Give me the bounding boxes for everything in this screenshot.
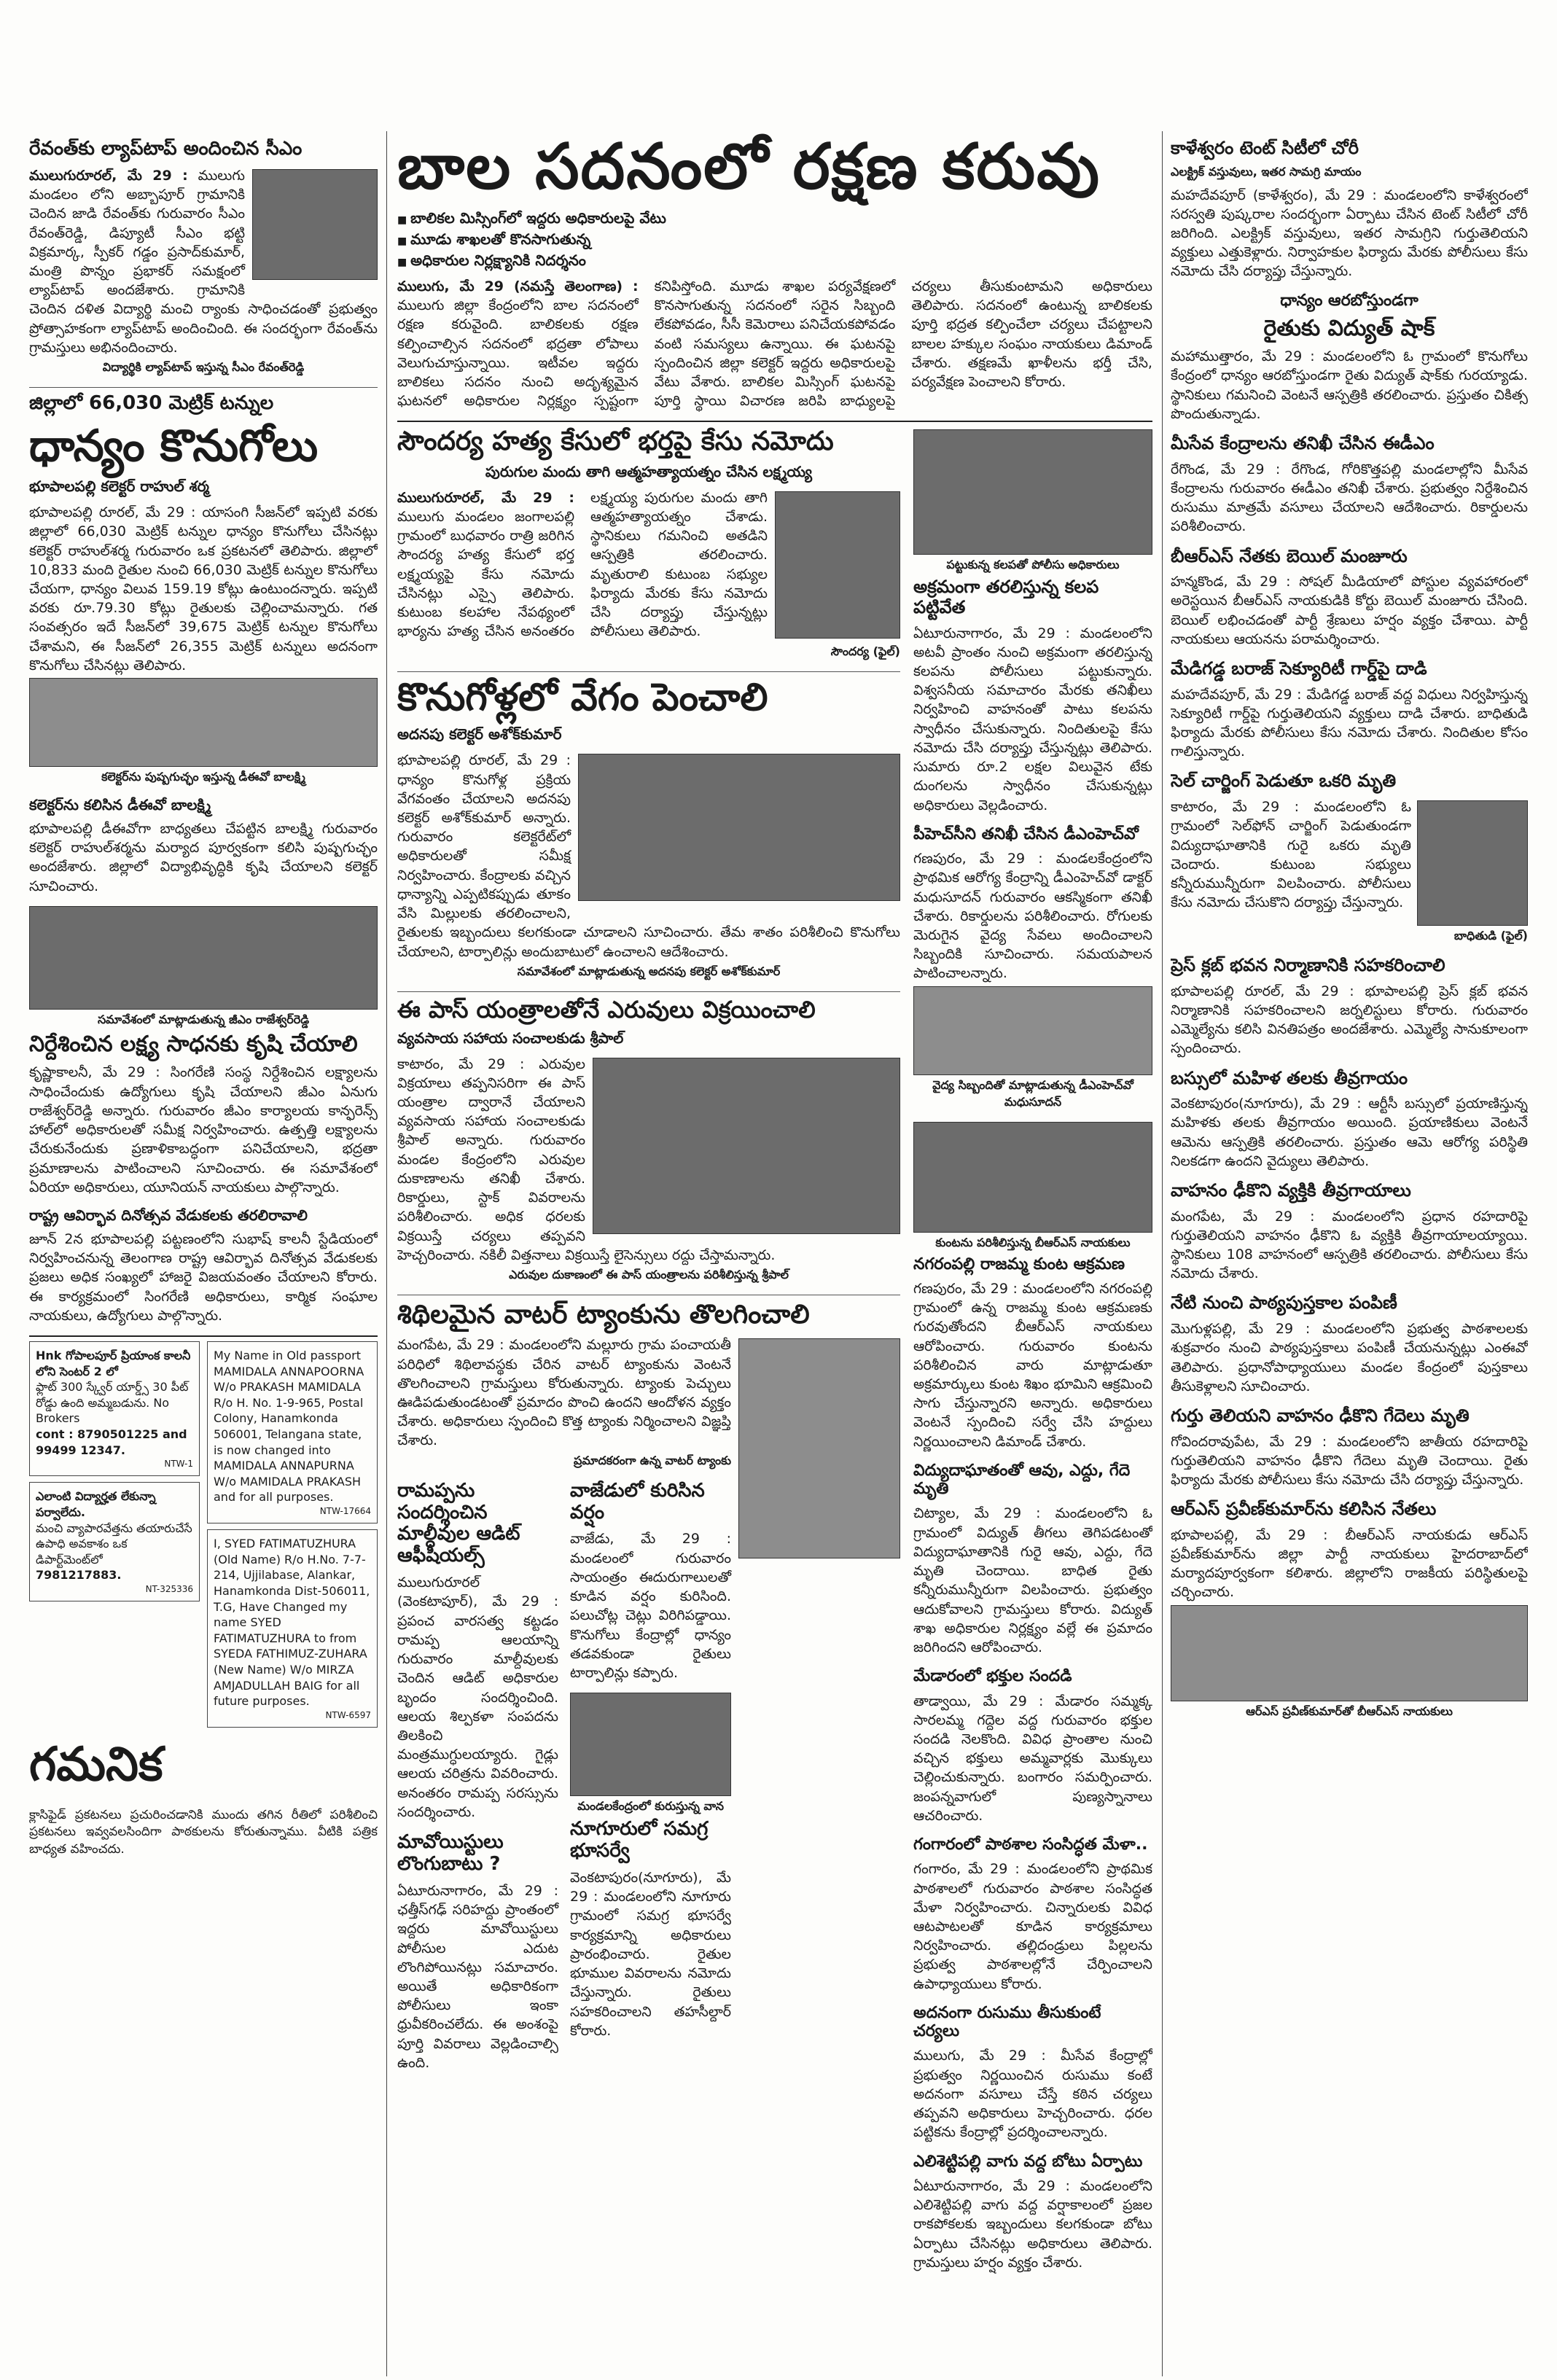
article-body: ములుగు మండలం జంగాలపల్లి గ్రామంలో బుధవారం రాత్రి జరిగిన సౌందర్య హత్య కేసులో భర్త లక్ష్మయ్యపై కేసు నమోదు చేసినట్లు ఎస్సై తెలిపారు. కుటుంబ కలహాల నేపథ్యంలో భార్యను హత్య చేసిన అనంతరం లక్ష్మయ్య పురుగుల మందు తాగి ఆత్మహత్యాయత్నం చేశాడు. స్థానికులు గమనించి అతడిని ఆస్పత్రికి తరలించారు. మృతురాలి కుటుంబ సభ్యుల ఫిర్యాదు మేరకు కేసు నమోదు చేసి దర్యాప్తు చేస్తున్నట్లు పోలీసులు తెలిపారు.: [397, 489, 768, 640]
photo-fertilizer-shop: [593, 1058, 900, 1234]
notice-title: గమనిక: [29, 1737, 163, 1792]
article-phc: [913, 825, 1152, 1112]
article-body: గణపురం, మే 29 : మండలంలోని నగరంపల్లి గ్రామంలో ఉన్న రాజమ్మ కుంట ఆక్రమణకు గురవుతోందని బీఆర్‌ఎస్ నాయకులు ఆరోపించారు. గురువారం కుంటను పరిశీలించిన వారు మాట్లాడుతూ అక్రమార్కులు కుంట శిఖం భూమిని ఆక్రమించి సాగు చేస్తున్నారని అన్నారు. అధికారులు వెంటనే స్పందించి సర్వే చేసి హద్దులు నిర్ణయించాలని డిమాండ్ చేశారు.: [913, 1280, 1152, 1450]
article-cell-charging: [1171, 771, 1528, 945]
article-body: రేగొండ, మే 29 : రేగొండ, గోరికొత్తపల్లి మండలాల్లోని మీసేవ కేంద్రాలను గురువారం ఈడీఎం తనిఖీ చేశారు. ప్రభుత్వం నిర్దేశించిన రుసుము మాత్రమే వసూలు చేయాలని ఆదేశించారు. రికార్డులను పరిశీలించారు.: [1171, 461, 1528, 535]
headline: నేటి నుంచి పాఠ్యపుస్తకాల పంపిణీ: [1171, 1292, 1397, 1314]
article-body: చిట్యాల, మే 29 : మండలంలోని ఓ గ్రామంలో విద్యుత్ తీగలు తెగిపడటంతో విద్యుదాఘాతానికి గురై ఆవు, ఎద్దు, గేదె మృతి చెందాయి. బాధిత రైతు కన్నీరుమున్నీరుగా విలపించారు. ప్రభుత్వం ఆదుకోవాలని గ్రామస్తులు కోరారు. విద్యుత్ శాఖ అధికారుల నిర్లక్ష్యం వల్లే ఈ ప్రమాదం జరిగిందని ఆరోపించారు.: [913, 1505, 1152, 1656]
photo-caption: ఆర్ఎస్ ప్రవీణ్‌కుమార్‌తో బీఆర్‌ఎస్ నాయకులు: [1246, 1704, 1453, 1718]
headline: విద్యుదాఘాతంతో ఆవు, ఎద్దు, గేదె మృతి: [913, 1461, 1131, 1499]
headline: రైతుకు విద్యుత్ షాక్: [1263, 315, 1435, 341]
divider: [29, 387, 378, 388]
article-water-tank: [397, 1300, 900, 1470]
article-body: మహాముత్తారం, మే 29 : మండలంలోని ఓ గ్రామంలో కొనుగోలు కేంద్రంలో ధాన్యం ఆరబోస్తుండగా రైతు విద్యుత్ షాక్‌కు గురయ్యాడు. స్థానికులు గమనించి వెంటనే ఆస్పత్రికి తరలించారు. ప్రస్తుతం చికిత్స పొందుతున్నాడు.: [1171, 348, 1528, 422]
right-column: [1171, 138, 1528, 2369]
headline: ఆర్ఎస్ ప్రవీణ్‌కుమార్‌ను కలిసిన నేతలు: [1171, 1499, 1437, 1520]
article-formation-day: [29, 1207, 378, 1325]
classifieds: [29, 1341, 378, 1733]
photo-meeting: [29, 906, 378, 1010]
photo-caption: ప్రమాదకరంగా ఉన్న వాటర్ ట్యాంకు: [574, 1453, 731, 1467]
article-textbooks: [1171, 1293, 1528, 1395]
column-divider: [386, 131, 387, 2376]
photo-student-laptop: [252, 169, 378, 280]
divider: [397, 421, 1152, 422]
headline: కొనుగోళ్లలో వేగం పెంచాలి: [397, 675, 768, 719]
center-section: [397, 131, 1152, 2369]
photo-caption: వైద్య సిబ్బందితో మాట్లాడుతున్న డీఎంహెచ్‌వో మధుసూదన్: [932, 1077, 1133, 1109]
headline: బస్సులో మహిళ తలకు తీవ్రగాయం: [1171, 1067, 1408, 1088]
lead-headline: బాల సదనంలో రక్షణ కరువు: [397, 131, 1101, 203]
article-body: మంగపేట, మే 29 : మండలంలోని ప్రధాన రహదారిపై గుర్తుతెలియని వాహనం ఢీకొని ఓ వ్యక్తికి తీవ్రగాయాలయ్యాయి. స్థానికులు 108 వాహనంలో ఆస్పత్రికి తరలించారు. పోలీసులు కేసు నమోదు చేశారు.: [1171, 1208, 1528, 1282]
article-body: హన్మకొండ, మే 29 : సోషల్ మీడియాలో పోస్టుల వ్యవహారంలో అరెస్టయిన బీఆర్‌ఎస్ నాయకుడికి కోర్టు బెయిల్ మంజూరు చేసింది. బెయిల్ లభించడంతో పార్టీ శ్రేణులు హర్షం వ్యక్తం చేశాయి. పార్టీ నాయకులు ఆయనను పరామర్శించారు.: [1171, 574, 1528, 647]
kicker: ధాన్యం ఆరబోస్తుండగా: [1280, 291, 1419, 310]
headline: అక్రమంగా తరలిస్తున్న కలప పట్టివేత: [913, 577, 1099, 618]
article-soundarya: [397, 426, 900, 660]
photo-caption: మండలకేంద్రంలో కురుస్తున్న వాన: [577, 1799, 724, 1814]
headline: బీఆర్‌ఎస్ నేతకు బెయిల్ మంజూరు: [1171, 545, 1408, 566]
article-rain: [570, 1480, 731, 1683]
photo-victim: [775, 491, 900, 639]
article-body: ఏటూరునాగారం, మే 29 : మండలంలోని అటవీ ప్రాంతం నుంచి అక్రమంగా తరలిస్తున్న కలపను పోలీసులు పట్టుకున్నారు. విశ్వసనీయ సమాచారం మేరకు తనిఖీలు నిర్వహించి వాహనంతో పాటు కలపను స్వాధీనం చేసుకున్నారు. నిందితులపై కేసు నమోదు చేసి దర్యాప్తు చేస్తున్నట్లు తెలిపారు. సుమారు రూ.2 లక్షల విలువైన టేకు దుంగలను స్వాధీనం చేసుకున్నట్లు అధికారులు వెల్లడించారు.: [913, 625, 1152, 814]
photo-pond: [913, 1122, 1152, 1233]
article-pond: [913, 1255, 1152, 1451]
headline: రేవంత్‌కు ల్యాప్‌టాప్ అందించిన సీఎం: [29, 138, 303, 160]
article-press-club: [1171, 956, 1528, 1058]
subheadline: పురుగుల మందు తాగి ఆత్మహత్యాయత్నం చేసిన లక్ష్మయ్య: [485, 462, 813, 480]
photo-caption: విద్యార్థికి ల్యాప్‌టాప్ ఇస్తున్న సీఎం రేవంత్‌రెడ్డి: [102, 360, 305, 375]
classified-ad: ఎలాంటి విద్యార్హత లేకున్నా పర్వాలేదు. మంచి వ్యాపారవేత్తను తయారుచేసే ఉపాధి అవకాశం ఒక డిపార్ట్‌మెంట్‌లో 7981217883. NT-325336: [29, 1482, 200, 1601]
article-body: వాజేడు, మే 29 : మండలంలో గురువారం సాయంత్రం ఈదురుగాలులతో కూడిన వర్షం కురిసింది. పలుచోట్ల చెట్లు విరిగిపడ్డాయి. కొనుగోలు కేంద్రాల్లో ధాన్యం తడవకుండా రైతులు టార్పాలిన్లు కప్పారు.: [570, 1531, 731, 1681]
classified-ad: My Name in Old passport MAMIDALA ANNAPOORNA W/o PRAKASH MAMIDALA R/o H. No. 1-9-965, Postal Colony, Hanamkonda 506001, Telangana state, is now changed into MAMIDALA ANNAPURNA W/o MAMIDALA PRAKASH and for all purposes. NTW-17664: [207, 1341, 378, 1523]
photo-collector: [29, 678, 378, 767]
photo-caption: కుంటను పరిశీలిస్తున్న బీఆర్‌ఎస్ నాయకులు: [935, 1235, 1131, 1249]
subheadline: భూపాలపల్లి కలెక్టర్ రాహుల్‌ శర్మ: [29, 477, 209, 496]
photo-caption: కలెక్టర్‌ను పుష్పగుచ్ఛం ఇస్తున్న డీఈవో బాలక్ష్మి: [101, 770, 305, 784]
headline: మావోయిస్టులు లొంగుబాటు ?: [397, 1831, 504, 1875]
notice-body: క్లాసిఫైడ్ ప్రకటనలు ప్రచురించడానికి ముందు తగిన రీతిలో పరిశీలించి ప్రకటనలు ఇవ్వవలసిందిగా పాఠకులను కోరుతున్నాము. వీటికి పత్రిక బాధ్యత వహించదు.: [29, 1807, 378, 1857]
article-body: భూపాలపల్లి రూరల్, మే 29 : యాసంగి సీజన్‌లో ఇప్పటి వరకు జిల్లాలో 66,030 మెట్రిక్ టన్నుల ధాన్యం కొనుగోలు చేసినట్లు కలెక్టర్ రాహుల్‌శర్మ గురువారం ఒక ప్రకటనలో తెలిపారు. జిల్లాలో 10,833 మంది రైతుల నుంచి 66,030 మెట్రిక్ టన్నుల కొనుగోలు చేయగా, ధాన్యం విలువ 159.19 కోట్లు ఉంటుందన్నారు. ఇప్పటి వరకు రూ.79.30 కోట్లు రైతులకు చెల్లించామన్నారు. గత సంవత్సరం ఇదే సీజన్‌లో 39,675 మెట్రిక్ టన్నుల కొనుగోలు చేశామని, ఈ సీజన్‌లో 26,355 మెట్రిక్ టన్నులు అదనంగా కొనుగోలు చేసినట్లు తెలిపారు.: [29, 504, 378, 674]
headline: వాహనం ఢీకొని వ్యక్తికి తీవ్రగాయాలు: [1171, 1180, 1411, 1201]
article-boat: [913, 2153, 1152, 2272]
left-column: [29, 138, 378, 2369]
article-body: భూపాలపల్లి, మే 29 : బీఆర్‌ఎస్ నాయకుడు ఆర్ఎస్ ప్రవీణ్‌కుమార్‌ను జిల్లా పార్టీ నాయకులు హైదరాబాద్‌లో మర్యాదపూర్వకంగా కలిశారు. జిల్లాలోని రాజకీయ పరిస్థితులపై చర్చించారు.: [1171, 1526, 1528, 1601]
article-meeseva-fee: [913, 2004, 1152, 2142]
article-tent-city: [1171, 138, 1528, 281]
article-body: భూపాలపల్లి డీఈవోగా బాధ్యతలు చేపట్టిన బాలక్ష్మి గురువారం కలెక్టర్ రాహుల్‌శర్మను మర్యాద పూర్వకంగా కలిసి పుష్పగుచ్ఛం అందజేశారు. జిల్లాలో విద్యాభివృద్ధికి కృషి చేయాలని కలెక్టర్ సూచించారు.: [29, 821, 378, 894]
article-body: జూన్ 2న భూపాలపల్లి పట్టణంలోని సుభాష్ కాలనీ స్టేడియంలో నిర్వహించనున్న తెలంగాణ రాష్ట్ర ఆవిర్భావ దినోత్సవ వేడుకలకు ప్రజలు అధిక సంఖ్యలో హాజరై విజయవంతం చేయాలని కోరారు. ఈ కార్యక్రమంలో సింగరేణి అధికారులు, కార్మిక సంఘాల నాయకులు, ఉద్యోగులు పాల్గొన్నారు.: [29, 1230, 378, 1324]
article-buffaloes: [1171, 1406, 1528, 1489]
photo-review-meeting: [578, 754, 900, 901]
subheadline: వ్యవసాయ సహాయ సంచాలకుడు శ్రీపాల్: [397, 1029, 624, 1047]
photo-timber: [913, 429, 1152, 555]
article-body: గణపురం, మే 29 : మండలకేంద్రంలోని ప్రాథమిక ఆరోగ్య కేంద్రాన్ని డీఎంహెచ్‌వో డాక్టర్ మధుసూదన్ గురువారం ఆకస్మికంగా తనిఖీ చేశారు. రికార్డులను పరిశీలించారు. రోగులకు మెరుగైన వైద్య సేవలు అందించాలని సిబ్బందికి సూచించారు. సమయపాలన పాటించాలన్నారు.: [913, 851, 1152, 982]
photo-caption: సౌందర్య (ఫైల్): [830, 644, 900, 658]
article-deo: [29, 797, 378, 896]
headline: మీసేవ కేంద్రాలను తనిఖీ చేసిన ఈడీఎం: [1171, 433, 1435, 454]
photo-caption: సమావేశంలో మాట్లాడుతున్న అదనపు కలెక్టర్ అశోక్‌కుమార్: [517, 964, 781, 978]
headline: శిథిలమైన వాటర్ ట్యాంకును తొలగించాలి: [397, 1299, 810, 1330]
article-epass: [397, 996, 900, 1284]
photo-dmho: [913, 986, 1152, 1075]
headline: నిర్దేశించిన లక్ష్య సాధనకు కృషి చేయాలి: [29, 1031, 358, 1057]
article-body: మహదేవపూర్, మే 29 : మేడిగడ్డ బరాజ్ వద్ద విధులు నిర్వహిస్తున్న సెక్యూరిటీ గార్డ్‌పై గుర్తుతెలియని వ్యక్తులు దాడి చేశారు. బాధితుడి ఫిర్యాదు మేరకు పోలీసులు కేసు నమోదు చేశారు. నిందితుల కోసం గాలిస్తున్నారు.: [1171, 686, 1528, 760]
article-bus-injury: [1171, 1069, 1528, 1171]
headline: నూగూరులో సమగ్ర భూసర్వే: [570, 1818, 709, 1862]
article-laptop: [29, 138, 378, 377]
article-school-mela: [913, 1835, 1152, 1994]
headline: ఎలిశెట్టిపల్లి వాగు వద్ద బోటు ఏర్పాటు: [913, 2152, 1143, 2171]
article-body: తాడ్వాయి, మే 29 : మేడారం సమ్మక్క సారలమ్మ గద్దెల వద్ద గురువారం భక్తుల సందడి నెలకొంది. వివిధ ప్రాంతాల నుంచి వచ్చిన భక్తులు అమ్మవార్లకు మొక్కులు చెల్లించుకున్నారు. బంగారం సమర్పించారు. జంపన్నవాగులో పుణ్యస్నానాలు ఆచరించారు.: [913, 1693, 1152, 1824]
photo-caption: సమావేశంలో మాట్లాడుతున్న జీఎం రాజేశ్వర్‌రెడ్డి: [97, 1012, 310, 1026]
article-ramappa: [397, 1480, 558, 1822]
article-rs-praveen: [1171, 1499, 1528, 1720]
article-medaram: [913, 1667, 1152, 1825]
article-body: గోవిందరావుపేట, మే 29 : మండలంలోని జాతీయ రహదారిపై గుర్తుతెలియని వాహనం ఢీకొని గేదెలు మృతి చెందాయి. రైతు ఫిర్యాదు మేరకు పోలీసులు కేసు నమోదు చేసి దర్యాప్తు చేస్తున్నారు.: [1171, 1433, 1528, 1488]
article-body: కృష్ణాకాలనీ, మే 29 : సింగరేణి సంస్థ నిర్దేశించిన లక్ష్యాలను సాధించేందుకు ఉద్యోగులు కృషి చేయాలని జీఎం ఏనుగు రాజేశ్వర్‌రెడ్డి అన్నారు. గురువారం జీఎం కార్యాలయ కాన్ఫరెన్స్ హాల్‌లో అధికారులతో సమీక్ష నిర్వహించారు. ఉత్పత్తి లక్ష్యాలను చేరుకునేందుకు ప్రణాళికాబద్ధంగా పనిచేయాలని, భద్రతా ప్రమాణాలను పాటించాలని సూచించారు. ఈ సమావేశంలో ఏరియా అధికారులు, యూనియన్ నాయకులు పాల్గొన్నారు.: [29, 1064, 378, 1195]
headline: వాజేడులో కురిసిన వర్షం: [570, 1479, 705, 1523]
article-body: వెంకటాపురం(నూగూరు), మే 29 : మండలంలోని నూగూరు గ్రామంలో సమగ్ర భూసర్వే కార్యక్రమాన్ని అధికారులు ప్రారంభించారు. రైతుల భూముల వివరాలను నమోదు చేస్తున్నారు. రైతులు సహకరించాలని తహసీల్దార్ కోరారు.: [570, 1869, 731, 2039]
article-body: ములుగు జిల్లా కేంద్రంలోని బాల సదనంలో రక్షణ కరువైంది. బాలికలకు రక్షణ కల్పించాల్సిన సదనంలో భద్రతా లోపాలు వెలుగుచూస్తున్నాయి. ఇటీవల ఇద్దరు బాలికలు సదనం నుంచి అదృశ్యమైన ఘటనలో అధికారుల నిర్లక్ష్యం స్పష్టంగా కనిపిస్తోంది. మూడు శాఖల పర్యవేక్షణలో కొనసాగుతున్న సదనంలో సరైన సిబ్బంది లేకపోవడం, సీసీ కెమెరాలు పనిచేయకపోవడం వంటి సమస్యలు ఉన్నాయి. ఈ ఘటనపై స్పందించిన జిల్లా కలెక్టర్ ఇద్దరు అధికారులపై వేటు వేశారు. బాలికల మిస్సింగ్ ఘటనపై పూర్తి స్థాయి విచారణ జరిపి బాధ్యులపై చర్యలు తీసుకుంటామని అధికారులు తెలిపారు. సదనంలో ఉంటున్న బాలికలకు పూర్తి భద్రత కల్పించేలా చర్యలు చేపట్టాలని బాలల హక్కుల సంఘం నాయకులు డిమాండ్ చేశారు. తక్షణమే ఖాళీలను భర్తీ చేసి, పర్యవేక్షణ పెంచాలని కోరారు.: [397, 278, 1152, 410]
article-vehicle-accident: [1171, 1181, 1528, 1283]
article-bail: [1171, 547, 1528, 649]
article-farmer-shock: [1171, 292, 1528, 424]
headline: మేడారంలో భక్తుల సందడి: [913, 1667, 1072, 1686]
headline: మేడిగడ్డ బరాజ్ సెక్యూరిటీ గార్డ్‌పై దాడి: [1171, 658, 1427, 679]
article-land-survey: [570, 1819, 731, 2040]
headline: ఈ పాస్ యంత్రాలతోనే ఎరువులు విక్రయించాలి: [397, 995, 816, 1023]
highlights: ■ బాలికల మిస్సింగ్‌లో ఇద్దరు అధికారులపై వేటు ■ మూడు శాఖలతో కొనసాగుతున్న ■ అధికారుల నిర్లక్ష్యానికి నిదర్శనం: [397, 209, 864, 273]
article-targets: [29, 1013, 378, 1197]
headline: నగరంపల్లి రాజమ్మ కుంట ఆక్రమణ: [913, 1255, 1125, 1273]
article-maoists: [397, 1832, 558, 2072]
article-body: కాటారం, మే 29 : మండలంలోని ఓ గ్రామంలో సెల్‌ఫోన్ చార్జింగ్ పెడుతుండగా విద్యుదాఘాతానికి గురై ఒకరు మృతి చెందారు. కుటుంబ సభ్యులు కన్నీరుమున్నీరుగా విలపించారు. పోలీసులు కేసు నమోదు చేసుకొని దర్యాప్తు చేస్తున్నారు.: [1171, 799, 1411, 911]
headline: పీహెచ్‌సీని తనిఖీ చేసిన డీఎంహెచ్‌వో: [913, 824, 1139, 843]
article-body: మహదేవపూర్ (కాళేశ్వరం), మే 29 : మండలంలోని కాళేశ్వరంలో సరస్వతి పుష్కరాల సందర్భంగా ఏర్పాటు చేసిన టెంట్ సిటీలో చోరీ జరిగింది. ఎలక్ట్రిక్ వస్తువులు, ఇతర సామగ్రిని గుర్తుతెలియని వ్యక్తులు ఎత్తుకెళ్లారు. నిర్వాహకుల ఫిర్యాదు మేరకు పోలీసులు కేసు నమోదు చేసి దర్యాప్తు చేస్తున్నారు.: [1171, 187, 1528, 280]
article-body: వెంకటాపురం(నూగూరు), మే 29 : ఆర్టీసీ బస్సులో ప్రయాణిస్తున్న మహిళకు తలకు తీవ్రగాయం అయింది. ప్రయాణికులు వెంటనే ఆమెను ఆస్పత్రికి తరలించారు. ప్రస్తుతం ఆమె ఆరోగ్య పరిస్థితి నిలకడగా ఉందని వైద్యులు తెలిపారు.: [1171, 1096, 1528, 1169]
photo-caption: బాధితుడి (ఫైల్): [1453, 929, 1528, 943]
article-body: ములుగు మండలం లోని అబ్బాపూర్ గ్రామానికి చెందిన జాడి రేవంత్‌కు గురువారం సీఎం రేవంత్‌రెడ్డి, డిప్యూటీ సీఎం భట్టి విక్రమార్క, స్పీకర్ గడ్డం ప్రసాద్‌కుమార్, మంత్రి పొన్నం ప్రభాకర్ సమక్షంలో ల్యాప్‌టాప్ అందజేశారు. గ్రామానికి చెందిన దళిత విద్యార్థి మంచి ర్యాంకు సాధించడంతో ప్రభుత్వం ప్రోత్సాహకంగా ల్యాప్‌టాప్ అందించింది. ఈ సందర్భంగా రేవంత్‌ను గ్రామస్తులు అభినందించారు.: [29, 167, 378, 356]
column-divider: [1162, 131, 1163, 2376]
headline: అదనంగా రుసుము తీసుకుంటే చర్యలు: [913, 2003, 1101, 2041]
photo-water-tank: [738, 1338, 900, 1558]
headline: ప్రెస్ క్లబ్ భవన నిర్మాణానికి సహకరించాలి: [1171, 955, 1445, 976]
headline: గంగారంలో పాఠశాల సంసిద్ధత మేళా..: [913, 1835, 1148, 1854]
article-body: ములుగు, మే 29 : మీసేవ కేంద్రాల్లో ప్రభుత్వం నిర్ణయించిన రుసుము కంటే అదనంగా వసూలు చేస్తే కఠిన చర్యలు తప్పవని అధికారులు హెచ్చరించారు. ధరల పట్టికను కేంద్రాల్లో ప్రదర్శించాలన్నారు.: [913, 2048, 1152, 2141]
photo-brs-leaders: [1171, 1605, 1528, 1701]
classified-ad: I, SYED FATIMATUZHURA (Old Name) R/o H.No. 7-7-214, Ujjilabase, Alankar, Hanamkonda Dist-506011, T.G, Have Changed my name SYED FATIMATUZHURA to from SYEDA FATHIMUZ-ZUHARA (New Name) W/o MIRZA AMJADULLAH BAIG for all future purposes. NTW-6597: [207, 1529, 378, 1728]
dateline: ములుగురూరల్, మే 29 :: [29, 167, 188, 184]
article-body: కాటారం, మే 29 : ఎరువుల విక్రయాలు తప్పనిసరిగా ఈ పాస్ యంత్రాల ద్వారానే చేయాలని వ్యవసాయ సహాయ సంచాలకుడు శ్రీపాల్ అన్నారు. గురువారం మండల కేంద్రంలోని ఎరువుల దుకాణాలను తనిఖీ చేశారు. రికార్డులు, స్టాక్ వివరాలను పరిశీలించారు. అధిక ధరలకు విక్రయిస్తే చర్యలు తప్పవని హెచ్చరించారు. నకిలీ విత్తనాలు విక్రయిస్తే లైసెన్సులు రద్దు చేస్తామన్నారు.: [397, 1056, 776, 1263]
photo-caption: పట్టుకున్న కలపతో పోలీసు అధికారులు: [946, 558, 1120, 572]
article-body: మొగుళ్లపల్లి, మే 29 : మండలంలోని ప్రభుత్వ పాఠశాలలకు శుక్రవారం నుంచి పాఠ్యపుస్తకాలు పంపిణీ చేయనున్నట్లు ఎంఈవో తెలిపారు. ప్రధానోపాధ్యాయులు మండల కేంద్రంలో పుస్తకాలు తీసుకెళ్లాలని సూచించారు.: [1171, 1321, 1528, 1394]
article-body: గంగారం, మే 29 : మండలంలోని ప్రాథమిక పాఠశాలలో గురువారం పాఠశాల సంసిద్ధత మేళా నిర్వహించారు. చిన్నారులకు వివిధ ఆటపాటలతో కూడిన కార్యక్రమాలు నిర్వహించారు. తల్లిదండ్రులు పిల్లలను ప్రభుత్వ పాఠశాలల్లోనే చేర్పించాలని ఉపాధ్యాయులు కోరారు.: [913, 1861, 1152, 1992]
headline: రాష్ట్ర ఆవిర్భావ దినోత్సవ వేడుకలకు తరలిరావాలి: [29, 1206, 308, 1224]
kicker: జిల్లాలో 66,030 మెట్రిక్ టన్నుల: [29, 392, 274, 415]
divider: [29, 1335, 378, 1337]
photo-deceased: [1417, 800, 1528, 926]
article-body: ఏటూరునాగారం, మే 29 : ఛత్తీస్‌గఢ్ సరిహద్దు ప్రాంతంలో ఇద్దరు మావోయిస్టులు పోలీసుల ఎదుట లొంగిపోయినట్లు సమాచారం. అయితే అధికారికంగా పోలీసులు ఇంకా ధ్రువీకరించలేదు. ఈ అంశంపై పూర్తి వివరాలు వెల్లడించాల్సి ఉంది.: [397, 1882, 558, 2071]
article-procurement-speed: [397, 676, 900, 981]
article-medigadda: [1171, 659, 1528, 761]
subheadline: ఎలక్ట్రిక్ వస్తువులు, ఇతర సామగ్రి మాయం: [1171, 164, 1362, 179]
article-grain-procurement: [29, 392, 378, 787]
notice-box: [29, 1738, 378, 1858]
headline: సెల్ చార్జింగ్ పెడుతూ ఒకరి మృతి: [1171, 770, 1397, 792]
headline: కలెక్టర్‌ను కలిసిన డీఈవో బాలక్ష్మి: [29, 796, 211, 814]
headline: ధాన్యం కొనుగోలు: [29, 421, 319, 472]
photo-caption: ఎరువుల దుకాణంలో ఈ పాస్ యంత్రాలను పరిశీలిస్తున్న శ్రీపాల్: [509, 1267, 789, 1281]
headline: కాళేశ్వరం టెంట్ సిటీలో చోరీ: [1171, 138, 1359, 158]
headline: గుర్తు తెలియని వాహనం ఢీకొని గేదెలు మృతి: [1171, 1405, 1470, 1426]
subheadline: అదనపు కలెక్టర్ అశోక్‌కుమార్: [397, 725, 562, 744]
article-body: ఏటూరునాగారం, మే 29 : మండలంలోని ఎలిశెట్టిపల్లి వాగు వద్ద వర్షాకాలంలో ప్రజల రాకపోకలకు ఇబ్బందులు కలగకుండా బోటు ఏర్పాటు చేసినట్లు అధికారులు తెలిపారు. గ్రామస్తులు హర్షం వ్యక్తం చేశారు.: [913, 2177, 1152, 2271]
classified-ad: Hnk గోపాలపూర్ ప్రియాంక కాలనీ లోని సెంటర్ 2 లో ఫ్లాట్ 300 స్క్వేర్ యార్డ్స్ 30 పీట్ రోడ్డు ఉంది అమ్మబడును. No Brokers cont : 8790501225 and 99499 12347. NTW-1: [29, 1341, 200, 1476]
dateline: ములుగురూరల్, మే 29 :: [397, 489, 574, 506]
article-bala-sadanam: [397, 131, 1152, 410]
article-meeseva-inspection: [1171, 434, 1528, 536]
article-timber: [913, 577, 1152, 814]
photo-rain: [570, 1693, 731, 1796]
article-body: భూపాలపల్లి రూరల్, మే 29 : భూపాలపల్లి ప్రెస్ క్లబ్ భవన నిర్మాణానికి సహకరించాలని జర్నలిస్టులు కోరారు. గురువారం ఎమ్మెల్యేను కలిసి వినతిపత్రం అందజేశారు. ఎమ్మెల్యే సానుకూలంగా స్పందించారు.: [1171, 983, 1528, 1057]
headline: రామప్పను సందర్శించిన మాల్దీవుల ఆడిట్ ఆఫీషియల్స్: [397, 1479, 520, 1567]
article-body: మంగపేట, మే 29 : మండలంలోని మల్లూరు గ్రామ పంచాయతీ పరిధిలో శిథిలావస్థకు చేరిన వాటర్ ట్యాంకును వెంటనే తొలగించాలని గ్రామస్తులు కోరుతున్నారు. ట్యాంకు పెచ్చులు ఊడిపడుతుండటంతో ప్రమాదం పొంచి ఉందని ఆందోళన వ్యక్తం చేశారు. అధికారులు స్పందించి కొత్త ట్యాంకు నిర్మించాలని విజ్ఞప్తి చేశారు.: [397, 1337, 731, 1449]
article-body: భూపాలపల్లి రూరల్, మే 29 : ధాన్యం కొనుగోళ్ల ప్రక్రియ వేగవంతం చేయాలని అదనపు కలెక్టర్ అశోక్‌కుమార్ అన్నారు. గురువారం కలెక్టరేట్‌లో అధికారులతో సమీక్ష నిర్వహించారు. కేంద్రాలకు వచ్చిన ధాన్యాన్ని ఎప్పటికప్పుడు తూకం వేసి మిల్లులకు తరలించాలని, రైతులకు ఇబ్బందులు కలగకుండా చూడాలని సూచించారు. తేమ శాతం పరిశీలించి కొనుగోలు చేయాలని, టార్పాలిన్లు అందుబాటులో ఉంచాలని ఆదేశించారు.: [397, 752, 900, 960]
article-body: ములుగురూరల్ (వెంకటాపూర్), మే 29 : ప్రపంచ వారసత్వ కట్టడం రామప్ప ఆలయాన్ని గురువారం మాల్దీవులకు చెందిన ఆడిట్ అధికారుల బృందం సందర్శించింది. ఆలయ శిల్పకళా సంపదను తిలకించి మంత్రముగ్ధులయ్యారు. గైడ్లు ఆలయ చరిత్రను వివరించారు. అనంతరం రామప్ప సరస్సును సందర్శించారు.: [397, 1575, 558, 1820]
headline: సౌందర్య హత్య కేసులో భర్తపై కేసు నమోదు: [397, 426, 834, 457]
dateline: ములుగు, మే 29 (నమస్తే తెలంగాణ) :: [397, 278, 639, 294]
article-electrocution: [913, 1462, 1152, 1657]
